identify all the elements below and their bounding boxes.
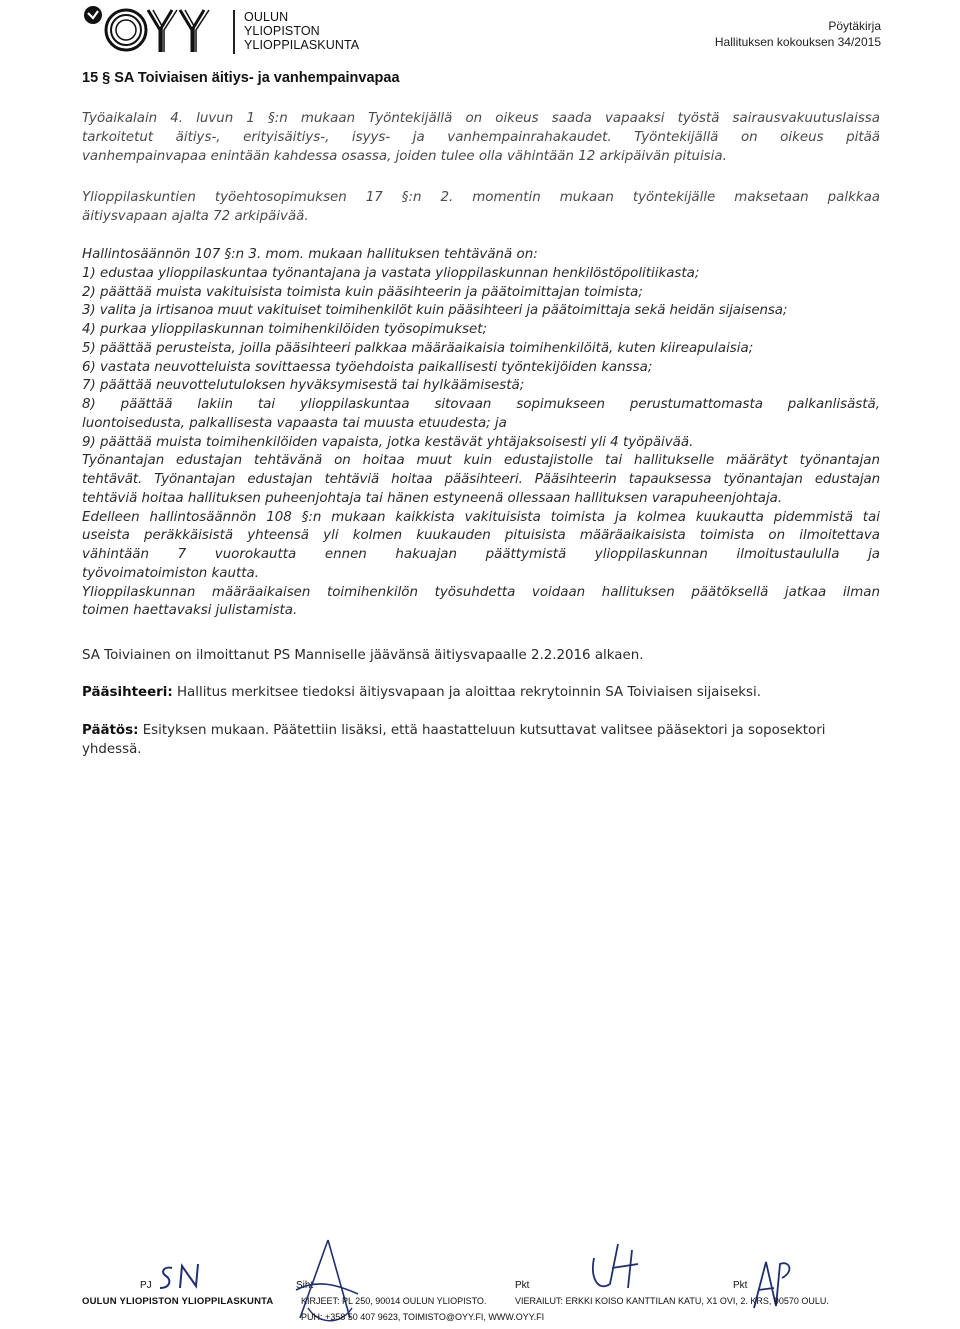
text-line: Ylioppilaskunnan määräaikaisen toimihenkilön työsuhdetta voidaan hallituksen päätöksellä jatkaa ilman	[82, 584, 880, 600]
paragraph-administrative-rules	[82, 246, 880, 621]
text-line	[82, 721, 880, 740]
footer-visiting-address: VIERAILUT: ERKKI KOISO KANTTILAN KATU, X1 OVI, 2. KRS, 90570 OULU.	[515, 1296, 829, 1306]
text-line: Työaikalain 4. luvun 1 §:n mukaan Työntekijällä on oikeus saada vapaaksi työstä sairausvakuutuslaissa	[82, 111, 880, 126]
list-item: luontoisedusta, palkallisesta vapaasta tai muusta etuudesta; ja	[82, 415, 507, 431]
text-line: äitiysvapaan ajalta 72 arkipäivää.	[82, 209, 309, 224]
footer-org-name: OULUN YLIOPISTON YLIOPPILASKUNTA	[82, 1296, 274, 1307]
sig-label-pkt-1: Pkt	[515, 1280, 530, 1291]
paragraph-working-hours-act	[82, 109, 880, 166]
text-line: Ylioppilaskuntien työehtosopimuksen 17 §:n 2. momentin mukaan työntekijälle maksetaan palkkaa	[82, 190, 880, 205]
meeting-number: Hallituksen kokouksen 34/2015	[714, 35, 881, 49]
paragraph-secretary-proposal	[82, 683, 880, 702]
sig-label-siht: Siht	[296, 1280, 314, 1291]
org-name	[244, 10, 359, 52]
paragraph-collective-agreement	[82, 188, 880, 226]
list-item: 2) päättää muista vakituisista toimista kuin pääsihteerin ja päätoimittajan toimista;	[82, 284, 643, 300]
org-line-2: YLIOPISTON	[244, 24, 320, 38]
list-item: 9) päättää muista toimihenkilöiden vapaista, jotka kestävät yhtäjaksoisesti yli 4 työpäivää.	[82, 434, 694, 450]
decision-text: Esityksen mukaan. Päätettiin lisäksi, että haastatteluun kutsuttavat valitsee pääsektori ja soposektori	[138, 723, 826, 738]
list-item: 3) valita ja irtisanoa muut vakituiset toimihenkilöt kuin pääsihteeri ja päätoimittaja sekä heidän sijaisensa;	[82, 303, 788, 319]
logo-divider	[233, 10, 235, 54]
list-item: 6) vastata neuvotteluista sovittaessa työehdoista paikallisesti työntekijöiden kanssa;	[82, 359, 653, 375]
list-item: 5) päättää perusteista, joilla pääsihteeri palkkaa määräaikaisia toimihenkilöitä, kuten kiireapulaisia;	[82, 340, 754, 356]
text-line: vanhempainvapaa enintään kahdessa osassa, joiden tulee olla vähintään 12 arkipäivän pituisia.	[82, 149, 727, 164]
sig-label-pkt-2: Pkt	[733, 1280, 748, 1291]
decision-label: Päätös:	[82, 723, 139, 738]
section-title: 15 § SA Toiviaisen äitiys- ja vanhempainvapaa	[82, 70, 400, 86]
list-item: 7) päättää neuvottelutuloksen hyväksymisestä tai hylkäämisestä;	[82, 378, 525, 394]
document-meta	[715, 18, 881, 50]
text-line: vähintään 7 vuorokautta ennen hakuajan päättymistä ylioppilaskunnan ilmoitustaululla ja	[82, 547, 880, 562]
org-line-1: OULUN	[244, 10, 289, 24]
oyy-logo-mark	[76, 4, 226, 56]
list-item: 8) päättää lakiin tai ylioppilaskuntaa sitovaan sopimukseen perustumattomasta palkanlisästä,	[82, 397, 880, 412]
text-line: Edelleen hallintosäännön 108 §:n mukaan kaikkista vakituisista toimista ja kolmea kuukautta pidemmistä tai	[82, 509, 880, 525]
footer-contact: PUH: +358 50 407 9623, TOIMISTO@OYY.FI, WWW.OYY.FI	[301, 1312, 545, 1322]
text-line: tarkoitetut äitiys-, erityisäitiys-, isyys- ja vanhempainrahakaudet. Työntekijällä on oikeus pitää	[82, 130, 880, 145]
list-item: 4) purkaa ylioppilaskunnan toimihenkilöiden työsopimukset;	[82, 322, 488, 337]
text-line: Työnantajan edustajan tehtävänä on hoitaa muut kuin edustajistolle tai hallitukselle määrätyt työnantajan	[82, 453, 880, 469]
proposal-text: Hallitus merkitsee tiedoksi äitiysvapaan ja aloittaa rekrytoinnin SA Toiviaisen sijaiseksi.	[172, 685, 762, 700]
sig-label-pj: PJ	[140, 1280, 152, 1291]
text-line: tehtäviä hoitaa hallituksen puheenjohtaja tai hänen estyneenä ollessaan hallituksen varapuheenjohtaja.	[82, 490, 783, 506]
initials-pkt-1-signature	[588, 1238, 648, 1296]
list-item: 1) edustaa ylioppilaskuntaa työnantajana ja vastata ylioppilaskunnan henkilöstöpolitiikasta;	[82, 265, 700, 281]
org-line-3: YLIOPPILASKUNTA	[244, 38, 360, 52]
initials-pj-signature	[156, 1262, 216, 1294]
text-line: työvoimatoimiston kautta.	[82, 565, 259, 581]
text-line: Hallintosäännön 107 §:n 3. mom. mukaan hallituksen tehtävänä on:	[82, 247, 538, 262]
text-line: tehtävät. Työnantajan edustajan tehtäviä hoitaa pääsihteeri. Pääsihteerin tapauksessa työnantajan edustajan	[82, 472, 880, 487]
text-line	[82, 683, 880, 702]
footer-postal-address: KIRJEET: PL 250, 90014 OULUN YLIOPISTO.	[301, 1296, 487, 1306]
oyy-logo	[76, 4, 376, 54]
paragraph-notice	[82, 646, 880, 665]
document-type: Pöytäkirja	[828, 19, 881, 33]
text-line: yhdessä.	[82, 742, 142, 757]
text-line: SA Toiviainen on ilmoittanut PS Manniselle jäävänsä äitiysvapaalle 2.2.2016 alkaen.	[82, 648, 644, 663]
proposal-label: Pääsihteeri:	[82, 685, 173, 700]
paragraph-decision	[82, 721, 880, 759]
text-line: useista peräkkäisistä yhteensä yli kolmen kuukauden pituisista määräaikaisista toimista on ilmoitettava	[82, 528, 880, 544]
text-line: toimen haettavaksi julistamista.	[82, 603, 298, 619]
